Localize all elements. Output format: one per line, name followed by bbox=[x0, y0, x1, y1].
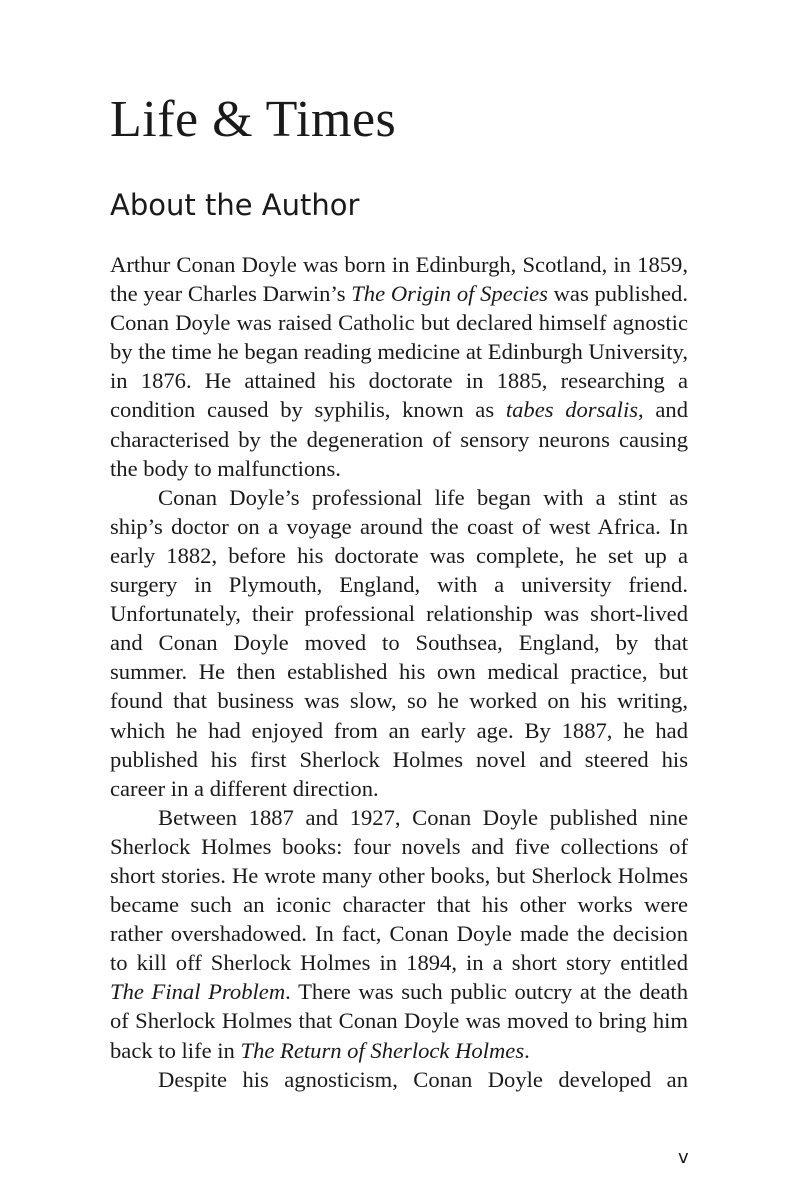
paragraph-text: Conan Doyle’s professional life began with a stint as ship’s doctor on a voyage around the coast of west Africa. In early 1882, before his doctorate was complete, he set up a surgery in Plymouth, England, with a university friend. Unfortunately, their professional relationship was short-lived and Conan Doyle moved to Southsea, England, by that summer. He then established his own medical practice, but found that business was slow, so he worked on his writing, which he had enjoyed from an early age. By 1887, he had published his first Sherlock Holmes novel and steered his career in a different direction. bbox=[110, 484, 688, 801]
paragraph bbox=[110, 483, 688, 803]
paragraph-text: . There was such public outcry at the death of Sherlock Holmes that Conan Doyle was moved to bring him back to life in bbox=[110, 979, 689, 1063]
paragraph-text: , and characterised by the degeneration of sensory neurons causing the body to malfunctions. bbox=[110, 397, 688, 481]
paragraph bbox=[110, 250, 688, 483]
paragraph-text: Arthur Conan Doyle was born in Edinburgh, Scotland, in 1859, the year Charles Darwin’s bbox=[110, 252, 688, 307]
paragraph-text: was published. Conan Doyle was raised Catholic but declared himself agnostic by the time he began reading medicine at Edinburgh University, in 1876. He attained his doctorate in 1885, researching a condition caused by syphilis, known as bbox=[110, 281, 688, 423]
paragraph bbox=[110, 803, 688, 1065]
paragraph-text: Despite his agnosticism, Conan Doyle developed an bbox=[158, 1066, 688, 1092]
section-heading: About the Author bbox=[110, 188, 360, 222]
paragraph-text: Between 1887 and 1927, Conan Doyle published nine Sherlock Holmes books: four novels and five collections of short stories. He wrote many other books, but Sherlock Holmes became such an iconic character that his other works were rather overshadowed. In fact, Conan Doyle made the decision to kill off Sherlock Holmes in 1894, in a short story entitled bbox=[110, 804, 688, 976]
page-number: v bbox=[678, 1147, 689, 1168]
italic-title-text: The Origin of Species bbox=[351, 281, 548, 307]
italic-title-text: The Return of Sherlock Holmes bbox=[240, 1037, 525, 1063]
paragraph bbox=[110, 1065, 688, 1094]
italic-title-text: tabes dorsalis bbox=[505, 397, 639, 423]
body-text bbox=[110, 250, 688, 1094]
italic-title-text: The Final Problem bbox=[110, 979, 286, 1005]
page-title: Life & Times bbox=[110, 91, 397, 148]
paragraph-text: . bbox=[524, 1037, 530, 1063]
